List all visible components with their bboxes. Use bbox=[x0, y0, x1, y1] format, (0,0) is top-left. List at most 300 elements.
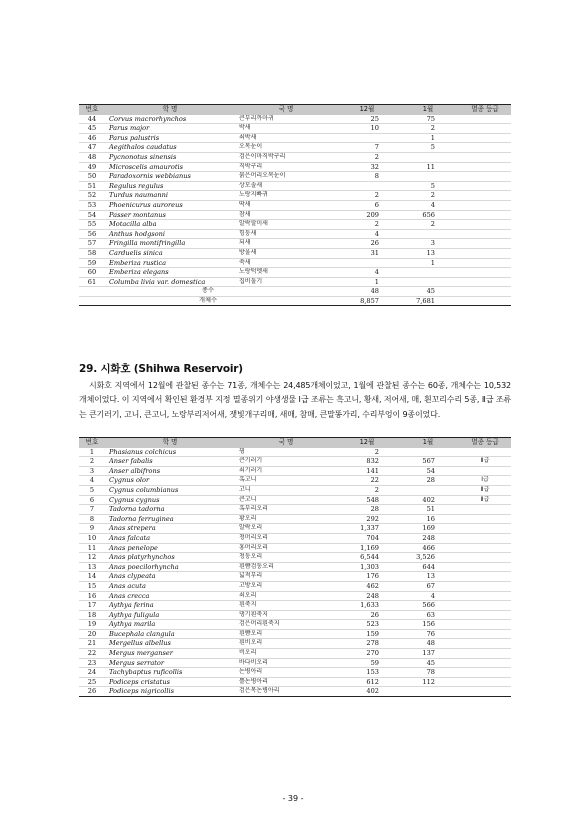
table-row bbox=[79, 277, 511, 287]
cell-december: 2 bbox=[337, 485, 397, 495]
cell-korean-name: 박새 bbox=[235, 124, 337, 134]
table-row bbox=[79, 572, 511, 582]
table-row bbox=[79, 448, 511, 457]
cell-number: 13 bbox=[79, 562, 105, 572]
table-row bbox=[79, 677, 511, 687]
col-header-grade: 멸종 등급 bbox=[459, 105, 511, 115]
cell-korean-name: 상모솔새 bbox=[235, 181, 337, 191]
total-label: 개체수 bbox=[79, 296, 337, 306]
table-header-row bbox=[79, 105, 511, 115]
cell-scientific-name: Parus palustris bbox=[105, 133, 235, 143]
table-row bbox=[79, 505, 511, 515]
cell-number: 53 bbox=[79, 200, 105, 210]
cell-december: 1,303 bbox=[337, 562, 397, 572]
cell-korean-name: 흰뺨오리 bbox=[235, 629, 337, 639]
cell-scientific-name: Phasianus colchicus bbox=[105, 448, 235, 457]
cell-grade bbox=[459, 514, 511, 524]
cell-grade bbox=[459, 629, 511, 639]
cell-january: 3,526 bbox=[397, 553, 459, 563]
cell-scientific-name: Passer montanus bbox=[105, 210, 235, 220]
cell-january: 13 bbox=[397, 572, 459, 582]
table-row bbox=[79, 533, 511, 543]
cell-korean-name: 검은머리흰죽지 bbox=[235, 620, 337, 630]
cell-grade bbox=[459, 505, 511, 515]
cell-grade: Ⅱ급 bbox=[459, 457, 511, 467]
cell-january: 5 bbox=[397, 143, 459, 153]
cell-january: 169 bbox=[397, 524, 459, 534]
table-row bbox=[79, 476, 511, 486]
cell-december: 270 bbox=[337, 649, 397, 659]
cell-grade bbox=[459, 210, 511, 220]
cell-scientific-name: Anas poecilorhyncha bbox=[105, 562, 235, 572]
cell-grade bbox=[459, 115, 511, 124]
cell-scientific-name: Tadorna tadorna bbox=[105, 505, 235, 515]
cell-grade bbox=[459, 677, 511, 687]
cell-january: 156 bbox=[397, 620, 459, 630]
cell-scientific-name: Aythya fuligula bbox=[105, 610, 235, 620]
section-paragraph: 시화호 지역에서 12월에 관찰된 종수는 71종, 개체수는 24,485개체이었고, 1월에 관찰된 종수는 60종, 개체수는 10,532개체이었다. 이 지역에서 확인된 환경부 지정 멸종위기 야생생물 Ⅰ급 조류는 흑고니, 황새, 저어새, 매, 흰꼬리수리 5종, Ⅱ급 조류는 큰기러기, 고니, 큰고니, 노랑부리저어새, 잿빛개구리매, 새매, 참매, 큰말똥가리, 수리부엉이 9종이었다. bbox=[79, 381, 511, 419]
cell-december: 8 bbox=[337, 172, 397, 182]
table-row bbox=[79, 466, 511, 476]
table-row bbox=[79, 687, 511, 697]
cell-korean-name: 비오리 bbox=[235, 649, 337, 659]
total-label: 종수 bbox=[79, 287, 337, 297]
cell-scientific-name: Columba livia var. domestica bbox=[105, 277, 235, 287]
cell-grade bbox=[459, 248, 511, 258]
cell-scientific-name: Anas crecca bbox=[105, 591, 235, 601]
table-row bbox=[79, 543, 511, 553]
table-row bbox=[79, 562, 511, 572]
cell-january bbox=[397, 152, 459, 162]
cell-grade bbox=[459, 668, 511, 678]
section-title: 29. 시화호 (Shihwa Reservoir) bbox=[79, 363, 243, 375]
cell-korean-name: 청머리오리 bbox=[235, 533, 337, 543]
cell-december: 4 bbox=[337, 229, 397, 239]
cell-january: 75 bbox=[397, 115, 459, 124]
cell-january bbox=[397, 229, 459, 239]
table-row bbox=[79, 457, 511, 467]
species-table-shihwa bbox=[79, 437, 511, 697]
cell-grade bbox=[459, 572, 511, 582]
cell-grade: Ⅱ급 bbox=[459, 485, 511, 495]
cell-december: 278 bbox=[337, 639, 397, 649]
cell-january: 67 bbox=[397, 581, 459, 591]
cell-january: 656 bbox=[397, 210, 459, 220]
cell-grade bbox=[459, 591, 511, 601]
cell-grade bbox=[459, 620, 511, 630]
cell-number: 3 bbox=[79, 466, 105, 476]
cell-number: 56 bbox=[79, 229, 105, 239]
cell-scientific-name: Anser fabalis bbox=[105, 457, 235, 467]
col-header-number: 번호 bbox=[79, 438, 105, 448]
table-row bbox=[79, 143, 511, 153]
cell-scientific-name: Paradoxornis webbianus bbox=[105, 172, 235, 182]
cell-number: 17 bbox=[79, 601, 105, 611]
cell-korean-name: 뿔논병아리 bbox=[235, 677, 337, 687]
cell-korean-name: 댕기흰죽지 bbox=[235, 610, 337, 620]
cell-korean-name: 황오리 bbox=[235, 514, 337, 524]
cell-scientific-name: Corvus macrorhynchos bbox=[105, 115, 235, 124]
cell-scientific-name: Aythya marila bbox=[105, 620, 235, 630]
cell-korean-name: 쇠오리 bbox=[235, 591, 337, 601]
cell-korean-name: 바다비오리 bbox=[235, 658, 337, 668]
cell-korean-name: 알락할미새 bbox=[235, 220, 337, 230]
table-row bbox=[79, 581, 511, 591]
cell-grade bbox=[459, 133, 511, 143]
cell-december: 462 bbox=[337, 581, 397, 591]
cell-korean-name: 검은이마직박구리 bbox=[235, 152, 337, 162]
cell-scientific-name: Aegithalos caudatus bbox=[105, 143, 235, 153]
cell-grade bbox=[459, 277, 511, 287]
cell-january bbox=[397, 448, 459, 457]
table-row bbox=[79, 268, 511, 278]
cell-korean-name: 쇠박새 bbox=[235, 133, 337, 143]
table-row bbox=[79, 248, 511, 258]
cell-january: 76 bbox=[397, 629, 459, 639]
cell-january: 466 bbox=[397, 543, 459, 553]
cell-january: 4 bbox=[397, 200, 459, 210]
cell-number: 49 bbox=[79, 162, 105, 172]
cell-scientific-name: Regulus regulus bbox=[105, 181, 235, 191]
cell-january: 402 bbox=[397, 495, 459, 505]
cell-january: 1 bbox=[397, 133, 459, 143]
cell-grade bbox=[459, 220, 511, 230]
cell-grade bbox=[459, 524, 511, 534]
table-row bbox=[79, 591, 511, 601]
cell-scientific-name: Anas platyrhynchos bbox=[105, 553, 235, 563]
cell-korean-name: 큰기러기 bbox=[235, 457, 337, 467]
table-row bbox=[79, 668, 511, 678]
cell-number: 50 bbox=[79, 172, 105, 182]
cell-number: 15 bbox=[79, 581, 105, 591]
cell-january: 45 bbox=[397, 658, 459, 668]
cell-scientific-name: Anas falcata bbox=[105, 533, 235, 543]
cell-january: 137 bbox=[397, 649, 459, 659]
cell-korean-name: 흰비오리 bbox=[235, 639, 337, 649]
cell-december: 1,337 bbox=[337, 524, 397, 534]
table-row bbox=[79, 152, 511, 162]
col-header-korean-name: 국 명 bbox=[235, 438, 337, 448]
cell-grade bbox=[459, 448, 511, 457]
table-row bbox=[79, 162, 511, 172]
cell-number: 24 bbox=[79, 668, 105, 678]
cell-december: 248 bbox=[337, 591, 397, 601]
cell-december: 6,544 bbox=[337, 553, 397, 563]
table-row bbox=[79, 495, 511, 505]
cell-grade bbox=[459, 649, 511, 659]
cell-grade bbox=[459, 562, 511, 572]
table-row bbox=[79, 524, 511, 534]
cell-january: 2 bbox=[397, 220, 459, 230]
cell-december: 832 bbox=[337, 457, 397, 467]
cell-scientific-name: Cygnus cygnus bbox=[105, 495, 235, 505]
cell-number: 20 bbox=[79, 629, 105, 639]
cell-grade bbox=[459, 601, 511, 611]
cell-korean-name: 집비둘기 bbox=[235, 277, 337, 287]
cell-january: 78 bbox=[397, 668, 459, 678]
table-row bbox=[79, 629, 511, 639]
cell-december: 26 bbox=[337, 610, 397, 620]
cell-number: 22 bbox=[79, 649, 105, 659]
cell-january: 5 bbox=[397, 181, 459, 191]
cell-january: 2 bbox=[397, 191, 459, 201]
cell-number: 26 bbox=[79, 687, 105, 697]
cell-grade: Ⅰ급 bbox=[459, 476, 511, 486]
cell-december: 141 bbox=[337, 466, 397, 476]
cell-number: 44 bbox=[79, 115, 105, 124]
table-row bbox=[79, 124, 511, 134]
cell-grade bbox=[459, 124, 511, 134]
cell-grade: Ⅱ급 bbox=[459, 495, 511, 505]
table-row bbox=[79, 620, 511, 630]
col-header-korean-name: 국 명 bbox=[235, 105, 337, 115]
cell-korean-name: 오목눈이 bbox=[235, 143, 337, 153]
cell-december: 25 bbox=[337, 115, 397, 124]
cell-number: 46 bbox=[79, 133, 105, 143]
cell-december: 548 bbox=[337, 495, 397, 505]
cell-january bbox=[397, 485, 459, 495]
cell-grade bbox=[459, 553, 511, 563]
cell-grade bbox=[459, 162, 511, 172]
cell-scientific-name: Turdus naumanni bbox=[105, 191, 235, 201]
table-row bbox=[79, 172, 511, 182]
cell-number: 5 bbox=[79, 485, 105, 495]
cell-scientific-name: Cygnus columbianus bbox=[105, 485, 235, 495]
cell-december: 2 bbox=[337, 220, 397, 230]
cell-korean-name: 직박구리 bbox=[235, 162, 337, 172]
table-row bbox=[79, 200, 511, 210]
cell-scientific-name: Emberiza rustica bbox=[105, 258, 235, 268]
cell-january: 644 bbox=[397, 562, 459, 572]
cell-grade bbox=[459, 658, 511, 668]
total-row-individuals bbox=[79, 296, 511, 306]
cell-korean-name: 큰부리까마귀 bbox=[235, 115, 337, 124]
cell-korean-name: 방울새 bbox=[235, 248, 337, 258]
cell-december: 31 bbox=[337, 248, 397, 258]
col-header-scientific-name: 학 명 bbox=[105, 438, 235, 448]
cell-korean-name: 알락오리 bbox=[235, 524, 337, 534]
cell-scientific-name: Parus major bbox=[105, 124, 235, 134]
cell-grade bbox=[459, 181, 511, 191]
cell-january: 248 bbox=[397, 533, 459, 543]
cell-scientific-name: Mergus merganser bbox=[105, 649, 235, 659]
cell-december: 153 bbox=[337, 668, 397, 678]
cell-number: 54 bbox=[79, 210, 105, 220]
cell-scientific-name: Microscelis amaurotis bbox=[105, 162, 235, 172]
cell-december bbox=[337, 181, 397, 191]
cell-december: 1 bbox=[337, 277, 397, 287]
cell-scientific-name: Carduelis sinica bbox=[105, 248, 235, 258]
table-row bbox=[79, 485, 511, 495]
cell-number: 9 bbox=[79, 524, 105, 534]
cell-december: 2 bbox=[337, 191, 397, 201]
cell-january: 566 bbox=[397, 601, 459, 611]
cell-january bbox=[397, 172, 459, 182]
cell-scientific-name: Emberiza elegans bbox=[105, 268, 235, 278]
cell-scientific-name: Cygnus olor bbox=[105, 476, 235, 486]
cell-number: 47 bbox=[79, 143, 105, 153]
cell-grade bbox=[459, 239, 511, 249]
cell-korean-name: 힝둥새 bbox=[235, 229, 337, 239]
cell-january: 11 bbox=[397, 162, 459, 172]
total-grade bbox=[459, 287, 511, 297]
cell-december: 402 bbox=[337, 687, 397, 697]
cell-december: 22 bbox=[337, 476, 397, 486]
cell-korean-name: 참새 bbox=[235, 210, 337, 220]
table-row bbox=[79, 239, 511, 249]
table-header-row bbox=[79, 438, 511, 448]
cell-korean-name: 딱새 bbox=[235, 200, 337, 210]
cell-scientific-name: Podiceps nigricollis bbox=[105, 687, 235, 697]
cell-december: 26 bbox=[337, 239, 397, 249]
cell-korean-name: 쇠기러기 bbox=[235, 466, 337, 476]
cell-korean-name: 노랑턱멧새 bbox=[235, 268, 337, 278]
cell-grade bbox=[459, 639, 511, 649]
cell-january bbox=[397, 268, 459, 278]
cell-scientific-name: Anas strepera bbox=[105, 524, 235, 534]
cell-korean-name: 검은목논병아리 bbox=[235, 687, 337, 697]
cell-grade bbox=[459, 533, 511, 543]
total-january: 45 bbox=[397, 287, 459, 297]
cell-december: 2 bbox=[337, 152, 397, 162]
cell-number: 61 bbox=[79, 277, 105, 287]
species-table-continued bbox=[79, 104, 511, 306]
col-header-grade: 멸종 등급 bbox=[459, 438, 511, 448]
cell-scientific-name: Pycnonotus sinensis bbox=[105, 152, 235, 162]
table-row bbox=[79, 258, 511, 268]
cell-scientific-name: Anthus hodgsoni bbox=[105, 229, 235, 239]
cell-january bbox=[397, 687, 459, 697]
cell-scientific-name: Anser albifrons bbox=[105, 466, 235, 476]
cell-number: 60 bbox=[79, 268, 105, 278]
table-row bbox=[79, 601, 511, 611]
cell-number: 7 bbox=[79, 505, 105, 515]
cell-january: 51 bbox=[397, 505, 459, 515]
cell-number: 11 bbox=[79, 543, 105, 553]
cell-grade bbox=[459, 581, 511, 591]
table-row bbox=[79, 649, 511, 659]
cell-number: 59 bbox=[79, 258, 105, 268]
cell-january: 1 bbox=[397, 258, 459, 268]
cell-number: 10 bbox=[79, 533, 105, 543]
cell-grade bbox=[459, 200, 511, 210]
cell-grade bbox=[459, 268, 511, 278]
table-row bbox=[79, 658, 511, 668]
cell-korean-name: 붉은머리오목눈이 bbox=[235, 172, 337, 182]
table-row bbox=[79, 210, 511, 220]
cell-december bbox=[337, 133, 397, 143]
cell-january: 16 bbox=[397, 514, 459, 524]
cell-scientific-name: Podiceps cristatus bbox=[105, 677, 235, 687]
cell-january: 3 bbox=[397, 239, 459, 249]
cell-number: 2 bbox=[79, 457, 105, 467]
cell-december: 1,169 bbox=[337, 543, 397, 553]
total-grade bbox=[459, 296, 511, 306]
cell-number: 25 bbox=[79, 677, 105, 687]
cell-number: 18 bbox=[79, 610, 105, 620]
cell-december bbox=[337, 258, 397, 268]
cell-korean-name: 노랑지빠귀 bbox=[235, 191, 337, 201]
cell-korean-name: 고방오리 bbox=[235, 581, 337, 591]
cell-grade bbox=[459, 172, 511, 182]
cell-grade bbox=[459, 143, 511, 153]
cell-grade bbox=[459, 152, 511, 162]
cell-grade bbox=[459, 466, 511, 476]
cell-december: 28 bbox=[337, 505, 397, 515]
cell-december: 704 bbox=[337, 533, 397, 543]
cell-january: 28 bbox=[397, 476, 459, 486]
cell-number: 6 bbox=[79, 495, 105, 505]
cell-number: 55 bbox=[79, 220, 105, 230]
col-header-december: 12월 bbox=[337, 105, 397, 115]
cell-number: 58 bbox=[79, 248, 105, 258]
cell-korean-name: 논병아리 bbox=[235, 668, 337, 678]
cell-december: 6 bbox=[337, 200, 397, 210]
table-row bbox=[79, 181, 511, 191]
cell-number: 57 bbox=[79, 239, 105, 249]
cell-grade bbox=[459, 258, 511, 268]
cell-december: 2 bbox=[337, 448, 397, 457]
cell-korean-name: 되새 bbox=[235, 239, 337, 249]
table-row bbox=[79, 191, 511, 201]
total-december: 48 bbox=[337, 287, 397, 297]
total-december: 8,857 bbox=[337, 296, 397, 306]
cell-january: 567 bbox=[397, 457, 459, 467]
cell-korean-name: 꿩 bbox=[235, 448, 337, 457]
cell-korean-name: 쑥새 bbox=[235, 258, 337, 268]
table-row bbox=[79, 133, 511, 143]
cell-korean-name: 혹고니 bbox=[235, 476, 337, 486]
cell-scientific-name: Fringilla montifringilla bbox=[105, 239, 235, 249]
cell-december: 59 bbox=[337, 658, 397, 668]
cell-korean-name: 청둥오리 bbox=[235, 553, 337, 563]
cell-january: 54 bbox=[397, 466, 459, 476]
cell-december: 1,633 bbox=[337, 601, 397, 611]
cell-december: 4 bbox=[337, 268, 397, 278]
cell-number: 21 bbox=[79, 639, 105, 649]
cell-number: 8 bbox=[79, 514, 105, 524]
cell-number: 52 bbox=[79, 191, 105, 201]
cell-january: 2 bbox=[397, 124, 459, 134]
cell-january: 4 bbox=[397, 591, 459, 601]
cell-december: 292 bbox=[337, 514, 397, 524]
cell-december: 32 bbox=[337, 162, 397, 172]
table-row bbox=[79, 115, 511, 124]
cell-december: 7 bbox=[337, 143, 397, 153]
cell-december: 10 bbox=[337, 124, 397, 134]
col-header-december: 12월 bbox=[337, 438, 397, 448]
cell-december: 612 bbox=[337, 677, 397, 687]
cell-korean-name: 홍머리오리 bbox=[235, 543, 337, 553]
total-january: 7,681 bbox=[397, 296, 459, 306]
cell-scientific-name: Aythya ferina bbox=[105, 601, 235, 611]
cell-korean-name: 큰고니 bbox=[235, 495, 337, 505]
col-header-january: 1월 bbox=[397, 438, 459, 448]
cell-grade bbox=[459, 687, 511, 697]
cell-scientific-name: Mergus serrator bbox=[105, 658, 235, 668]
cell-grade bbox=[459, 610, 511, 620]
cell-korean-name: 넓적부리 bbox=[235, 572, 337, 582]
cell-korean-name: 혹부리오리 bbox=[235, 505, 337, 515]
cell-january: 112 bbox=[397, 677, 459, 687]
table-row bbox=[79, 610, 511, 620]
cell-december: 209 bbox=[337, 210, 397, 220]
table-row bbox=[79, 639, 511, 649]
cell-number: 12 bbox=[79, 553, 105, 563]
cell-december: 159 bbox=[337, 629, 397, 639]
cell-scientific-name: Tadorna ferruginea bbox=[105, 514, 235, 524]
cell-january: 13 bbox=[397, 248, 459, 258]
